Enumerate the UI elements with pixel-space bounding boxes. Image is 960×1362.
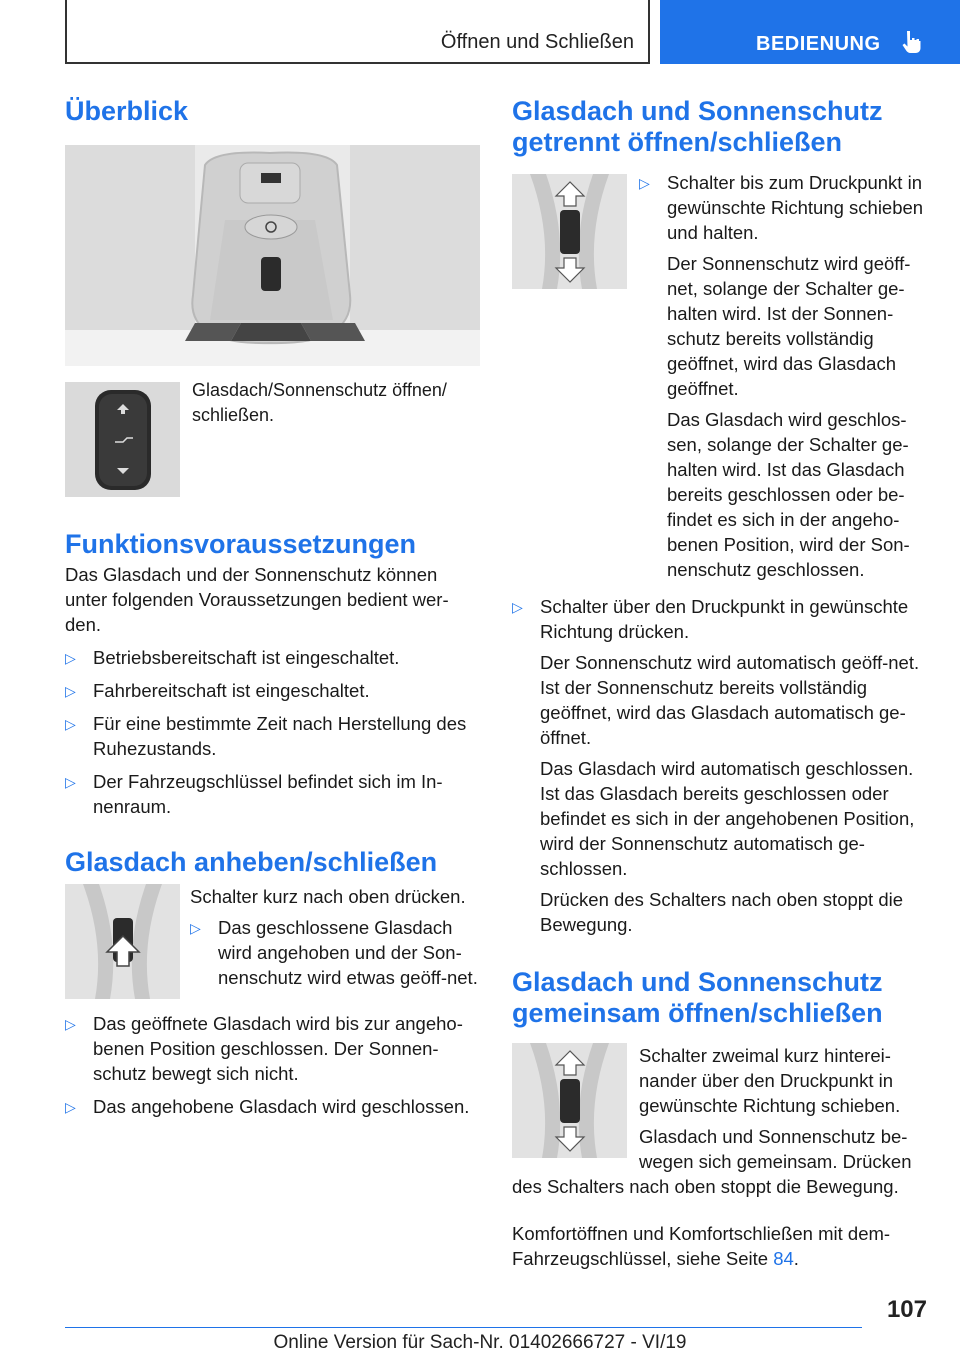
- switch-row: [65, 382, 480, 497]
- triangle-bullet-icon: ▷: [65, 1099, 76, 1115]
- right-column: [512, 96, 930, 1271]
- separate-item1-detail-2: Das Glasdach wird geschlos-sen, solange der Schalter ge-halten wird. Ist das Glasdach bereits geschlossen oder be-findet es sich in der angeho-benen Position, wird der Son-nenschutz geschlossen.: [667, 409, 910, 580]
- raise-list: [65, 1011, 480, 1119]
- roof-console-image: [65, 145, 480, 366]
- raise-sublist: [190, 915, 480, 990]
- requirements-heading: Funktionsvoraussetzungen: [65, 529, 417, 559]
- switch-caption: Glasdach/Sonnenschutz öffnen/ schließen.: [192, 380, 447, 425]
- separate-heading: Glasdach und Sonnenschutz getrennt öffnen/schließen: [512, 96, 883, 157]
- page-link[interactable]: 84: [773, 1248, 794, 1269]
- list-item: ▷ Das angehobene Glasdach wird geschlossen.: [65, 1094, 480, 1119]
- list-item: ▷ Für eine bestimmte Zeit nach Herstellung des Ruhezustands.: [65, 713, 467, 759]
- triangle-bullet-icon: ▷: [190, 920, 201, 936]
- list-item: ▷ Fahrbereitschaft ist eingeschaltet.: [65, 678, 480, 703]
- separate-list: [512, 594, 930, 937]
- list-item: ▷ Schalter über den Druckpunkt in gewünschte Richtung drücken. Der Sonnenschutz wird automatisch geöff-net. Ist der Sonnenschutz bereits vollständig geöffnet, wird das Glasdach automatisch ge-öffnet. Das Glasdach wird automatisch geschlossen. Ist das Glasdach bereits geschlossen oder befindet es sich in der angehobenen Position, wird der Sonnenschutz automatisch ge-schlossen. Drücken des Schalters nach oben stoppt die Bewegung.: [512, 594, 930, 937]
- list-item: ▷ Betriebsbereitschaft ist eingeschaltet.: [65, 645, 480, 670]
- triangle-bullet-icon: ▷: [65, 716, 76, 732]
- list-item: ▷ Das geschlossene Glasdach wird angehoben und der Son-nenschutz wird etwas geöff-net.: [190, 917, 478, 988]
- together-text-1: Schalter zweimal kurz hinterei-nander über den Druckpunkt in gewünschte Richtung schieben.: [639, 1045, 901, 1116]
- hand-pointer-icon: [900, 30, 922, 54]
- triangle-bullet-icon: ▷: [639, 175, 650, 191]
- separate-item2-detail-1: Der Sonnenschutz wird automatisch geöff-net. Ist der Sonnenschutz bereits vollständig geöffnet, wird das Glasdach automatisch ge-öffnet.: [540, 652, 920, 748]
- raise-heading: Glasdach anheben/schließen: [65, 847, 438, 877]
- triangle-bullet-icon: ▷: [512, 599, 523, 615]
- triangle-bullet-icon: ▷: [65, 1016, 76, 1032]
- separate-sublist: [639, 170, 930, 582]
- separate-row: [512, 174, 930, 582]
- overview-heading: Überblick: [65, 96, 189, 126]
- switch-updown-image: [512, 174, 627, 289]
- together-block: [512, 1043, 930, 1199]
- together-heading: Glasdach und Sonnenschutz gemeinsam öffnen/schließen: [512, 967, 883, 1028]
- switch-up-image: [65, 884, 180, 999]
- switch-image: [65, 382, 180, 497]
- list-item: ▷ Schalter bis zum Druckpunkt in gewünschte Richtung schieben und halten. Der Sonnenschutz wird geöff-net, solange der Schalter ge-halten wird. Ist der Sonnen-schutz bereits vollständig geöffnet, wird das Glasdach geöffnet. Das Glasdach wird geschlos-sen, solange der Schalter ge-halten wird. Ist das Glasdach bereits geschlossen oder be-findet es sich in der angeho-benen Position, wird der Son-nenschutz geschlossen.: [639, 170, 930, 582]
- list-item: ▷ Der Fahrzeugschlüssel befindet sich im In-nenraum.: [65, 771, 443, 817]
- footer-online-version: Online Version für Sach-Nr. 01402666727 - VI/19: [273, 1332, 687, 1353]
- footer-divider: [65, 1327, 862, 1328]
- triangle-bullet-icon: ▷: [65, 774, 76, 790]
- requirements-intro: Das Glasdach und der Sonnenschutz können unter folgenden Voraussetzungen bedient wer-den.: [65, 564, 449, 635]
- raise-row: [65, 884, 480, 999]
- separate-item2-detail-3: Drücken des Schalters nach oben stoppt die Bewegung.: [540, 889, 904, 935]
- triangle-bullet-icon: ▷: [65, 683, 76, 699]
- raise-text: [190, 884, 480, 999]
- header-chapter-tab[interactable]: [660, 0, 960, 64]
- chapter-title: BEDIENUNG: [756, 33, 881, 55]
- switch-updown-image-2: [512, 1043, 627, 1158]
- triangle-bullet-icon: ▷: [65, 650, 76, 666]
- separate-item1-detail-1: Der Sonnenschutz wird geöff-net, solange der Schalter ge-halten wird. Ist der Sonnen-schutz bereits vollständig geöffnet, wird das Glasdach geöffnet.: [667, 253, 911, 399]
- requirements-list: [65, 645, 480, 819]
- together-text-2: Glasdach und Sonnenschutz be-wegen sich gemeinsam. Drücken des Schalters nach oben stoppt die Bewegung.: [512, 1126, 912, 1197]
- header-section-title: [65, 0, 650, 64]
- comfort-note: Komfortöffnen und Komfortschließen mit dem-Fahrzeugschlüssel, siehe Seite 84.: [512, 1223, 891, 1269]
- separate-item2-detail-2: Das Glasdach wird automatisch geschlossen. Ist das Glasdach bereits geschlossen oder befindet es sich in der angehobenen Position, wird der Sonnenschutz automatisch ge-schlossen.: [540, 758, 915, 879]
- page-number: 107: [886, 1296, 927, 1323]
- section-title: Öffnen und Schließen: [440, 31, 634, 53]
- left-column: [65, 96, 480, 1119]
- list-item: ▷ Das geöffnete Glasdach wird bis zur angeho-benen Position geschlossen. Der Sonnen-schutz bewegt sich nicht.: [65, 1013, 463, 1084]
- raise-instruction: Schalter kurz nach oben drücken.: [190, 886, 466, 907]
